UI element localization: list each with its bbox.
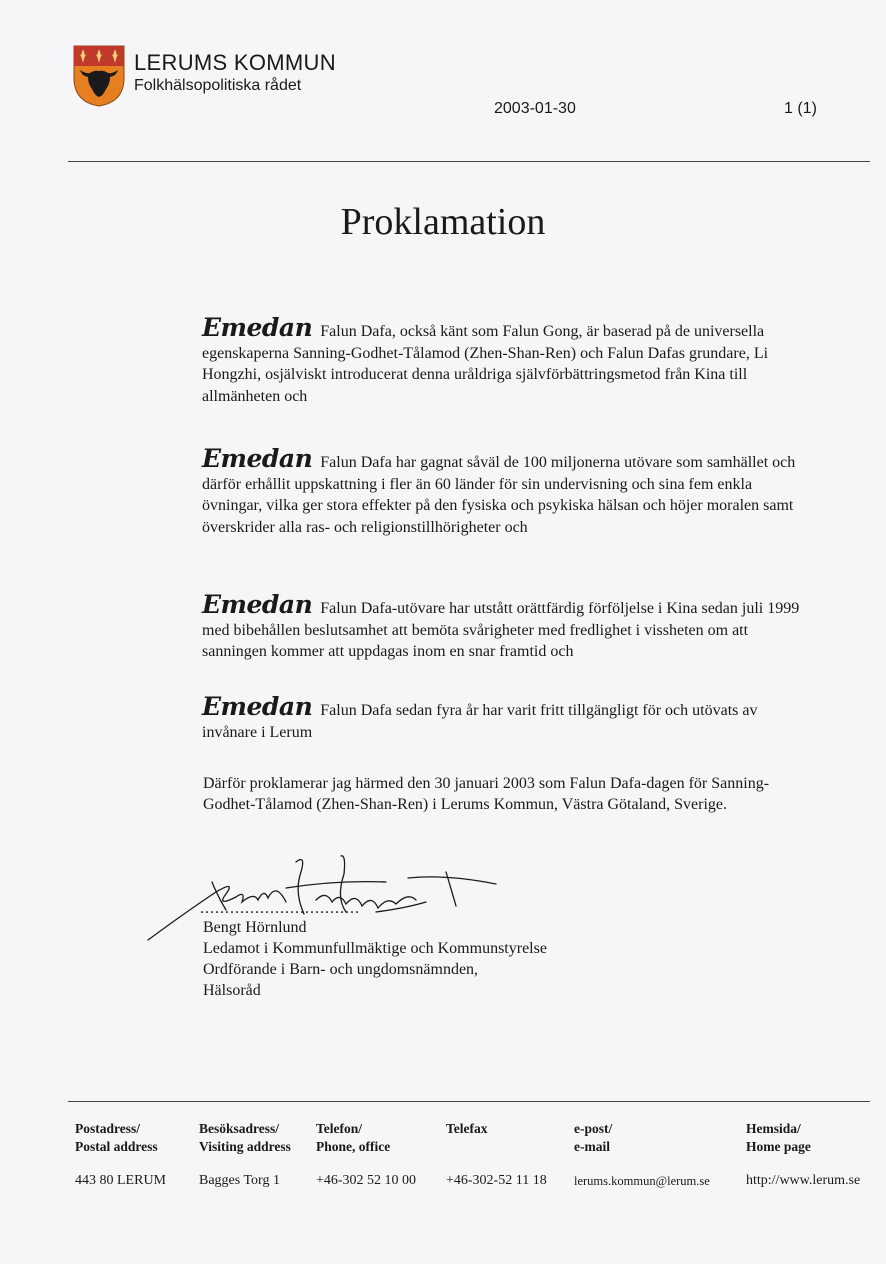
whereas-paragraph: [202, 692, 812, 743]
footer-homepage-link[interactable]: http://www.lerum.se: [746, 1173, 861, 1188]
footer-email-link[interactable]: lerums.kommun@lerum.se: [574, 1174, 710, 1188]
footer-heading: Home page: [746, 1139, 811, 1154]
footer-heading: Besöksadress/: [199, 1121, 280, 1136]
footer-value: +46-302-52 11 18: [446, 1173, 547, 1188]
whereas-word: Emedan: [202, 444, 313, 473]
whereas-paragraph: [202, 590, 812, 663]
paragraph-text: Falun Dafa-utövare har utstått orättfärdig förföljelse i Kina sedan juli 1999 med bibehållen beslutsamhet att bemöta svårigheter med fredlighet i vissheten om att sanningen kommer att uppdagas inom en snar framtid och: [202, 600, 800, 660]
whereas-word: Emedan: [202, 313, 313, 342]
signer-role: Ordförande i Barn- och ungdomsnämnden,: [203, 961, 479, 978]
page-title: Proklamation: [340, 201, 546, 243]
org-subtitle: Folkhälsopolitiska rådet: [134, 77, 302, 94]
footer-heading: Phone, office: [316, 1139, 391, 1154]
signer-block: [203, 917, 547, 1001]
footer-fax: [446, 1120, 547, 1190]
footer-heading: Telefon/: [316, 1121, 363, 1136]
header-divider: [68, 161, 870, 162]
org-name: LERUMS KOMMUN: [134, 50, 336, 75]
footer-heading: [446, 1138, 547, 1156]
signer-name: Bengt Hörnlund: [203, 919, 307, 936]
footer-postal: [75, 1120, 166, 1190]
footer-heading: Postal address: [75, 1139, 158, 1154]
footer-email: [574, 1120, 710, 1190]
footer-homepage: [746, 1120, 860, 1190]
conclusion-paragraph: Därför proklamerar jag härmed den 30 januari 2003 som Falun Dafa-dagen för Sanning-Godhet-Tålamod (Zhen-Shan-Ren) i Lerums Kommun, Västra Götaland, Sverige.: [203, 775, 770, 813]
signer-role: Ledamot i Kommunfullmäktige och Kommunstyrelse: [203, 940, 547, 957]
footer-divider: [68, 1101, 870, 1102]
footer-value: 443 80 LERUM: [75, 1173, 166, 1188]
whereas-word: Emedan: [202, 692, 313, 721]
whereas-word: Emedan: [202, 590, 313, 619]
footer-value: Bagges Torg 1: [199, 1173, 280, 1188]
paragraph-text: Falun Dafa har gagnat såväl de 100 miljonerna utövare som samhället och därför erhållit uppskattning i fler än 60 länder för sin undervisning och sina fem enkla övningar, vilka ger stora effekter på den fysiska och psykiska hälsan och höjer moralen samt överskrider alla ras- och religionstillhörigheter och: [202, 454, 796, 536]
page-number: 1 (1): [784, 100, 817, 117]
paragraph-text: Falun Dafa, också känt som Falun Gong, är baserad på de universella egenskaperna Sanning-Godhet-Tålamod (Zhen-Shan-Ren) och Falun Dafas grundare, Li Hongzhi, osjälviskt introducerat denna uråldriga självförbättringsmetod från Kina till allmänheten och: [202, 323, 769, 405]
footer-phone: [316, 1120, 416, 1190]
paragraph-text: Falun Dafa sedan fyra år har varit fritt tillgängligt för och utövats av invånare i Lerum: [202, 702, 758, 741]
footer-heading: Hemsida/: [746, 1121, 801, 1136]
footer-heading: e-post/: [574, 1121, 613, 1136]
whereas-paragraph: [202, 444, 812, 538]
letterhead: [72, 44, 852, 124]
footer-heading: e-mail: [574, 1139, 610, 1154]
signer-role: Hälsoråd: [203, 982, 261, 999]
footer-visiting: [199, 1120, 291, 1190]
signature-line: ................................: [200, 900, 360, 917]
footer-heading: Visiting address: [199, 1139, 291, 1154]
footer-heading: Telefax: [446, 1121, 488, 1136]
footer-value: +46-302 52 10 00: [316, 1173, 417, 1188]
footer-heading: Postadress/: [75, 1121, 141, 1136]
document-date: 2003-01-30: [494, 100, 576, 117]
coat-of-arms-icon: [72, 44, 126, 108]
whereas-paragraph: [202, 313, 812, 407]
